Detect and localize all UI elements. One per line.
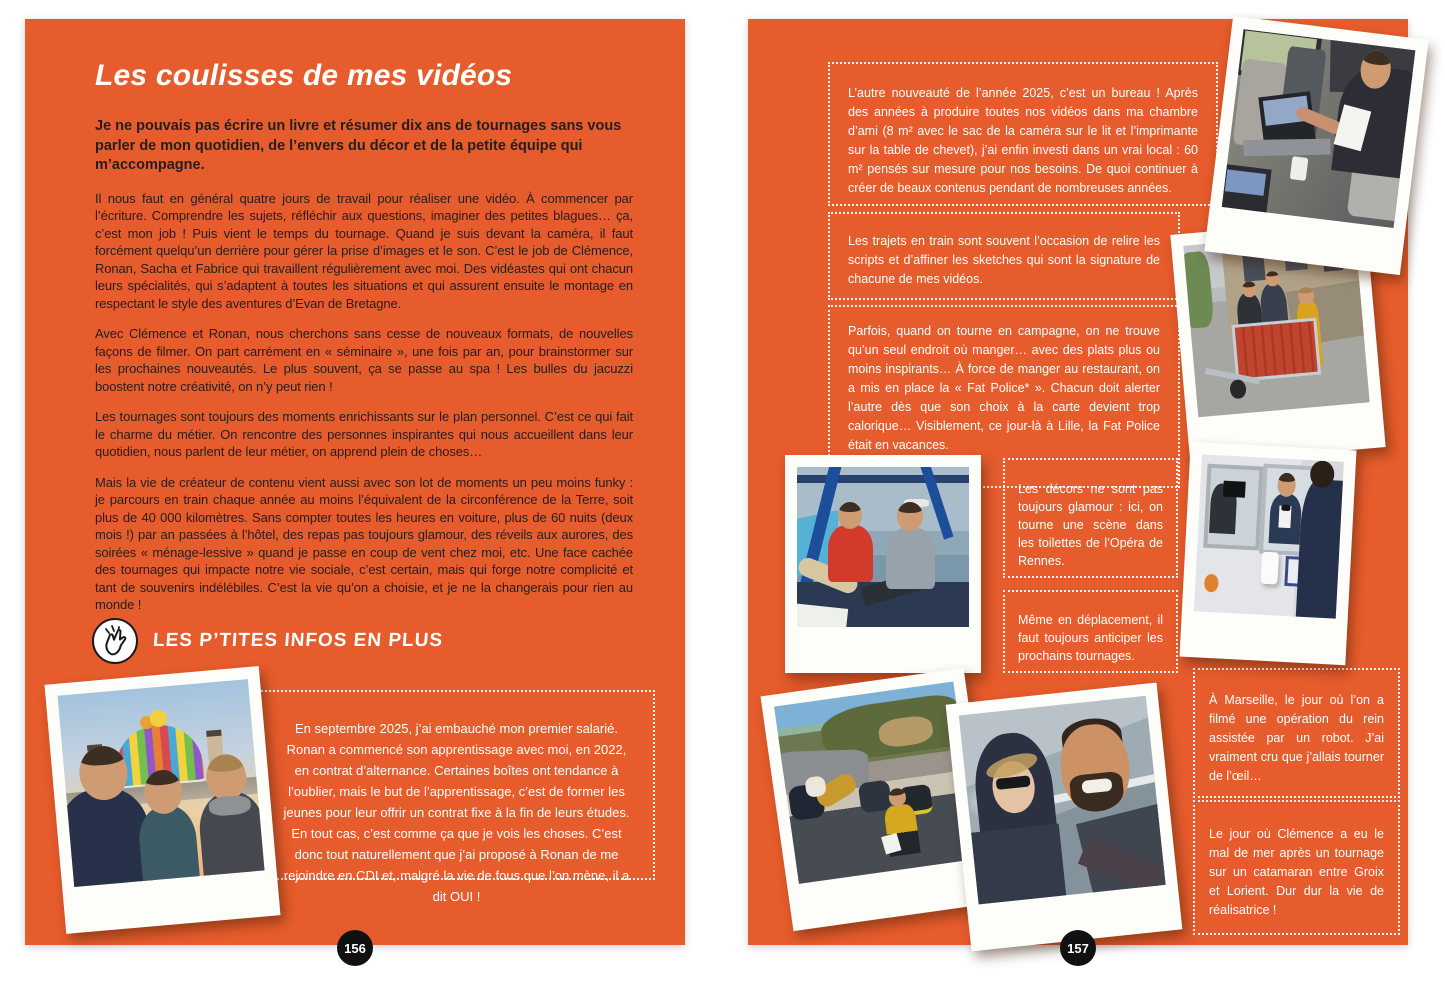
page-number-left: 156 (337, 930, 373, 966)
extras-heading-row (91, 617, 443, 665)
note-box-catamaran (1193, 800, 1400, 935)
note-box-train (828, 212, 1180, 300)
note-box-marseille (1193, 668, 1400, 798)
note-box-decors (1003, 458, 1178, 578)
photo-boat-image (797, 467, 969, 627)
photo-opera-toilets-shoot (1179, 442, 1356, 665)
intro-paragraph: Je ne pouvais pas écrire un livre et résumer dix ans de tournages sans vous parler de mon quotidien, de l’envers du décor et de la petite équipe qui m’accompagne. (95, 118, 622, 173)
photo-windy-boat-selfie (946, 683, 1183, 952)
photo-boat-cabin (785, 455, 981, 673)
body-paragraph: Avec Clémence et Ronan, nous cherchons sans cesse de nouveaux formats, de nouvelles façons de filmer. On part carrément en « séminaire », une fois par an, pour brainstormer sur les prochaines nouveautés. Le plus souvent, ça se passe au spa ! Les bulles du jacuzzi boostent notre créativité, on n’y peut rien ! (95, 326, 633, 394)
note-box-office (828, 62, 1218, 206)
photo-selfie-image (959, 696, 1166, 905)
page-number-right: 157 (1060, 930, 1096, 966)
note-box-text: À Marseille, le jour où l’on a filmé une opération du rein assistée par un robot. J’ai vraiment cru que j’allais tourner de l’œil… (1209, 693, 1384, 783)
note-box-text: Les trajets en train sont souvent l’occasion de relire les scripts et d’affiner les sketches qui sont la signature de chacune de mes vidéos. (848, 234, 1160, 286)
photo-fairground-team-selfie (45, 666, 281, 934)
photo-toilets-image (1194, 454, 1344, 618)
note-box-text: Même en déplacement, il faut toujours anticiper les prochains tournages. (1018, 613, 1163, 663)
extras-text-box (258, 690, 655, 904)
snap-fingers-icon (91, 617, 139, 665)
photo-fairground-image (58, 679, 265, 887)
note-box-anticiper (1003, 590, 1178, 673)
photo-train-work (1204, 16, 1428, 275)
extras-box-text: En septembre 2025, j’ai embauché mon premier salarié. Ronan a commencé son apprentissage avec moi, en 2022, en contrat d’alternance. Certaines boîtes ont tendance à l’oublier, mais le but de l’apprentissage, c’est de former les jeunes pour leur offrir un contrat fixe à la fin de leurs études. En tout cas, c’est comme ça que je vois les choses. C’est donc tout naturellement que j’ai proposé à Ronan de me rejoindre en CDI et, malgré la vie de fous que l’on mène, il a dit OUI ! (283, 721, 630, 904)
extras-heading: LES P’TITES INFOS EN PLUS (152, 630, 444, 651)
photo-train-image (1222, 29, 1416, 228)
note-box-text: L’autre nouveauté de l’année 2025, c’est un bureau ! Après des années à produire toutes nos vidéos dans ma chambre d’ami (8 m² avec le sac de la caméra sur le lit et l’imprimante sur la table de chevet), j’ai enfin investi dans un vrai local : 60 m² pensés sur mesure pour nos besoins. De quoi continuer à créer de beaux contenus pendant de nombreuses années. (848, 86, 1198, 195)
body-paragraph: Les tournages sont toujours des moments enrichissants sur le plan personnel. C’est ce qui fait le charme du métier. On rencontre des personnes inspirantes qui nous accueillent dans leur quotidien, nous parlent de leur métier, on apprend plein de choses… (95, 409, 633, 459)
main-text-column (95, 117, 633, 627)
page-title: Les coulisses de mes vidéos (95, 59, 513, 92)
note-box-text: Le jour où Clémence a eu le mal de mer après un tournage sur un catamaran entre Groix et Lorient. Dur dur la vie de réalisatrice ! (1209, 827, 1384, 917)
note-box-text: Les décors ne sont pas toujours glamour : ici, on tourne une scène dans les toilettes de l’Opéra de Rennes. (1018, 482, 1163, 568)
page-left (25, 19, 685, 956)
body-paragraph: Mais la vie de créateur de contenu vient aussi avec son lot de moments un peu moins funky : je parcours en train chaque année au moins l’équivalent de la circonférence de la Terre, soit plus de 40 000 kilomètres. Sans compter toutes les heures en voiture, plus de 60 nuits (deux mois !) par an passées à l’hôtel, des repas pas toujours glamour, des réveils aux aurores, des soirées « ménage-lessive » quand je passe en coup de vent chez moi, etc. Une face cachée des tournages qui impacte notre vie sociale, c’est certain, mais qui forge notre complicité et tant de souvenirs indélébiles. C’est la vie qu’on a choisie, et je ne la changerais pour rien au monde ! (95, 474, 633, 612)
page-right (748, 19, 1408, 956)
body-paragraph: Il nous faut en général quatre jours de travail pour réaliser une vidéo. À commencer par l’écriture. Comprendre les sujets, réfléchir aux questions, imaginer des petites blagues… ça, c’est mon job ! Puis vient le temps du tournage. Quand je suis devant la caméra, il faut forcément quelqu’un derrière pour gérer la prise d’images et le son. C’est le job de Clémence, Ronan, Sacha et Fabrice qui travaillent régulièrement avec moi. Des vidéastes qui ont chacun leurs spécialités, qui s’adaptent à toutes les situations et qui assurent ensuite le montage en respectant le style des aventures d’Evan de Bretagne. (95, 190, 633, 311)
note-box-text: Parfois, quand on tourne en campagne, on ne trouve qu’un seul endroit où manger… avec des plats plus ou moins inspirants… À force de manger au restaurant, on a mis en place la « Fat Police* ». Chacun doit alerter l’autre dès que son choix à la carte devient trop calorique… Visiblement, ce jour-là à Lille, la Fat Police était en vacances. (848, 324, 1160, 452)
